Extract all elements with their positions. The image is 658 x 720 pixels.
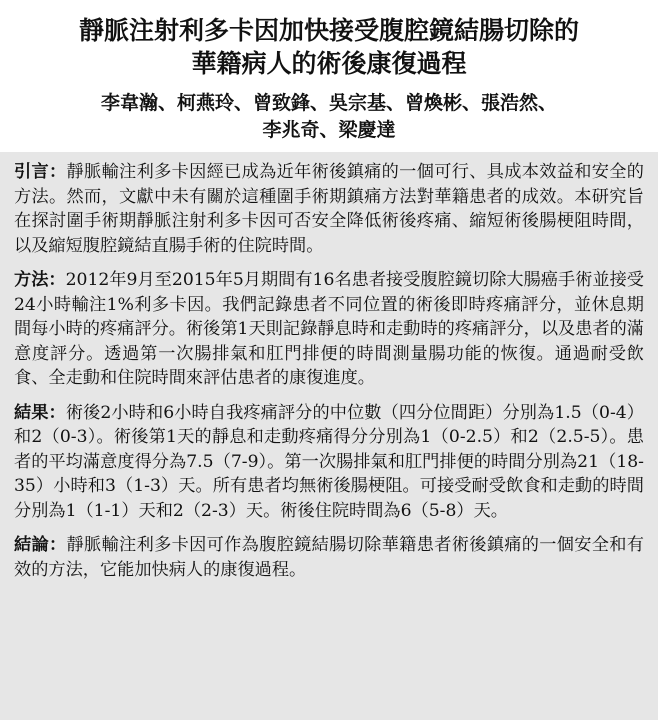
- methods-label: 方法：: [14, 270, 66, 290]
- abstract-conclusion: [14, 533, 644, 582]
- title-line-2: 華籍病人的術後康復過程: [191, 49, 467, 78]
- conclusion-label: 結論：: [14, 535, 67, 555]
- title-line-1: 靜脈注射利多卡因加快接受腹腔鏡結腸切除的: [78, 16, 579, 45]
- methods-text: 2012年9月至2015年5月期間有16名患者接受腹腔鏡切除大腸癌手術並接受24小時輸注1%利多卡因。我們記錄患者不同位置的術後即時疼痛評分，並休息期間每小時的疼痛評分。術後第1天則記錄靜息時和走動時的疼痛評分，以及患者的滿意度評分。透過第一次腸排氣和肛門排便的時間測量腸功能的恢復。通過耐受飲食、全走動和住院時間來評估患者的康復進度。: [14, 270, 644, 388]
- introduction-text: 靜脈輸注利多卡因經已成為近年術後鎮痛的一個可行、具成本效益和安全的方法。然而，文獻中未有關於這種圍手術期鎮痛方法對華籍患者的成效。本研究旨在探討圍手術期靜脈注射利多卡因可否安全降低術後疼痛、縮短術後腸梗阻時間，以及縮短腹腔鏡結直腸手術的住院時間。: [14, 162, 644, 256]
- introduction-label: 引言：: [14, 162, 67, 182]
- abstract-introduction: [14, 160, 644, 258]
- conclusion-text: 靜脈輸注利多卡因可作為腹腔鏡結腸切除華籍患者術後鎮痛的一個安全和有效的方法，它能加快病人的康復過程。: [14, 535, 644, 580]
- authors-line-1: 李韋瀚、柯燕玲、曾致鋒、吳宗基、曾煥彬、張浩然、: [100, 92, 557, 114]
- paper-title: [0, 14, 658, 80]
- paper-header: [0, 0, 658, 144]
- abstract-methods: [14, 268, 644, 391]
- results-text: 術後2小時和6小時自我疼痛評分的中位數（四分位間距）分別為1.5（0-4）和2（0-3）。術後第1天的靜息和走動疼痛得分分別為1（0-2.5）和2（2.5-5）。患者的平均滿意度得分為7.5（7-9）。第一次腸排氣和肛門排便的時間分別為21（18-35）小時和3（1-3）天。所有患者均無術後腸梗阻。可接受耐受飲食和走動的時間分別為1（1-1）天和2（2-3）天。術後住院時間為6（5-8）天。: [14, 402, 644, 521]
- author-list: [0, 90, 658, 144]
- results-label: 結果：: [14, 402, 66, 423]
- authors-line-2: 李兆奇、梁慶達: [262, 119, 396, 141]
- abstract-box: [0, 152, 658, 720]
- abstract-results: [14, 401, 644, 524]
